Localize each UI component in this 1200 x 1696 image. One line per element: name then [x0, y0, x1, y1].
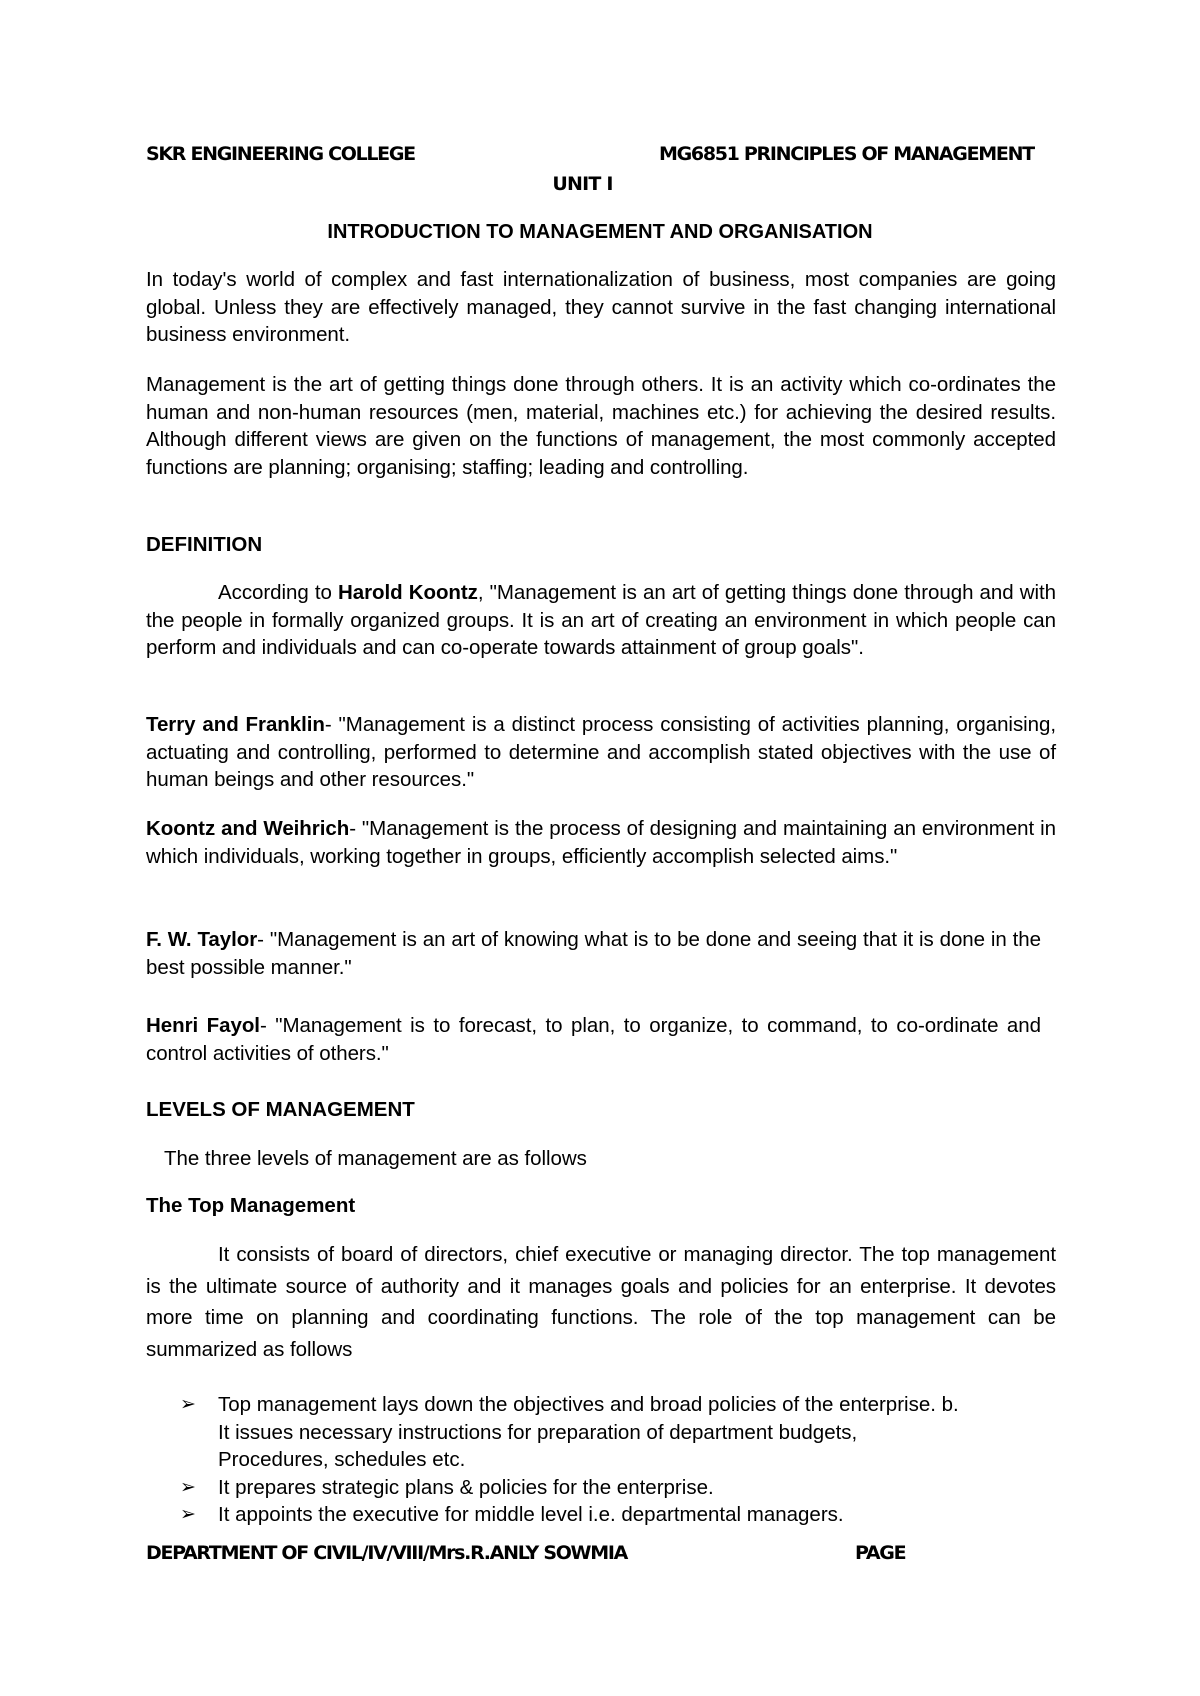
definition-weihrich	[146, 815, 1056, 870]
koontz-text: , "Management is an art of getting things done through and with the people in formally organized groups. It is an art of creating an environment in which people can perform and individuals and can co-operate towards attainment of group goals".	[146, 581, 1056, 659]
arrowhead-bullet-icon: ➢	[180, 1503, 196, 1525]
list-item	[180, 1501, 960, 1529]
list-item-text: It prepares strategic plans & policies for the enterprise.	[218, 1475, 714, 1499]
top-management-role-list	[180, 1391, 960, 1529]
arrowhead-bullet-icon: ➢	[180, 1475, 196, 1498]
header-college: SKR ENGINEERING COLLEGE	[146, 143, 415, 165]
fayol-text: - "Management is to forecast, to plan, to organize, to command, to co-ordinate and control activities of others."	[146, 1014, 1041, 1065]
footer-page-label: PAGE	[855, 1542, 906, 1564]
footer-department: DEPARTMENT OF CIVIL/IV/VIII/Mrs.R.ANLY SOWMIA	[146, 1542, 627, 1564]
page-title: INTRODUCTION TO MANAGEMENT AND ORGANISATION	[327, 221, 873, 243]
terry-name: Terry and Franklin	[146, 713, 325, 736]
koontz-name: Harold Koontz	[337, 581, 478, 604]
list-item-text: It appoints the executive for middle level i.e. departmental managers.	[218, 1503, 844, 1526]
taylor-name: F. W. Taylor	[146, 928, 258, 951]
definition-terry	[146, 711, 1056, 794]
levels-intro: The three levels of management are as follows	[164, 1147, 587, 1170]
taylor-text: - "Management is an art of knowing what is to be done and seeing that it is done in the best possible manner."	[146, 928, 1042, 979]
koontz-prefix: According to	[218, 581, 338, 604]
definition-heading: DEFINITION	[146, 533, 263, 556]
levels-heading: LEVELS OF MANAGEMENT	[146, 1098, 415, 1121]
terry-text: - "Management is a distinct process consisting of activities planning, organising, actuating and controlling, performed to determine and accomplish stated objectives with the use of human beings and other resources."	[146, 713, 1056, 791]
definition-koontz	[146, 579, 1056, 662]
weihrich-text: - "Management is the process of designing and maintaining an environment in which individuals, working together in groups, efficiently accomplish selected aims."	[146, 817, 1056, 868]
unit-heading: UNIT I	[552, 173, 613, 195]
fayol-name: Henri Fayol	[146, 1014, 260, 1037]
top-management-text: It consists of board of directors, chief executive or managing director. The top management is the ultimate source of authority and it manages goals and policies for an enterprise. It devotes more time on planning and coordinating functions. The role of the top management can be summarized as follows	[146, 1243, 1056, 1361]
intro-paragraph-2: Management is the art of getting things done through others. It is an activity which co-ordinates the human and non-human resources (men, material, machines etc.) for achieving the desired results. Although different views are given on the functions of management, the most commonly accepted functions are planning; organising; staffing; leading and controlling.	[146, 373, 1056, 479]
arrowhead-bullet-icon: ➢	[180, 1393, 196, 1415]
list-item-text: Top management lays down the objectives and broad policies of the enterprise. b. It issues necessary instructions for preparation of department budgets, Procedures, schedules etc.	[218, 1393, 959, 1471]
intro-paragraph-1: In today's world of complex and fast internationalization of business, most companies are going global. Unless they are effectively managed, they cannot survive in the fast changing international business environment.	[146, 268, 1056, 346]
top-management-heading: The Top Management	[146, 1194, 356, 1217]
list-item	[180, 1391, 960, 1474]
weihrich-name: Koontz and Weihrich	[146, 817, 350, 840]
definition-fayol	[146, 1012, 1041, 1067]
header-course: MG6851 PRINCIPLES OF MANAGEMENT	[659, 143, 1034, 165]
definition-taylor	[146, 926, 1041, 981]
top-management-paragraph	[146, 1239, 1056, 1365]
list-item	[180, 1474, 960, 1502]
